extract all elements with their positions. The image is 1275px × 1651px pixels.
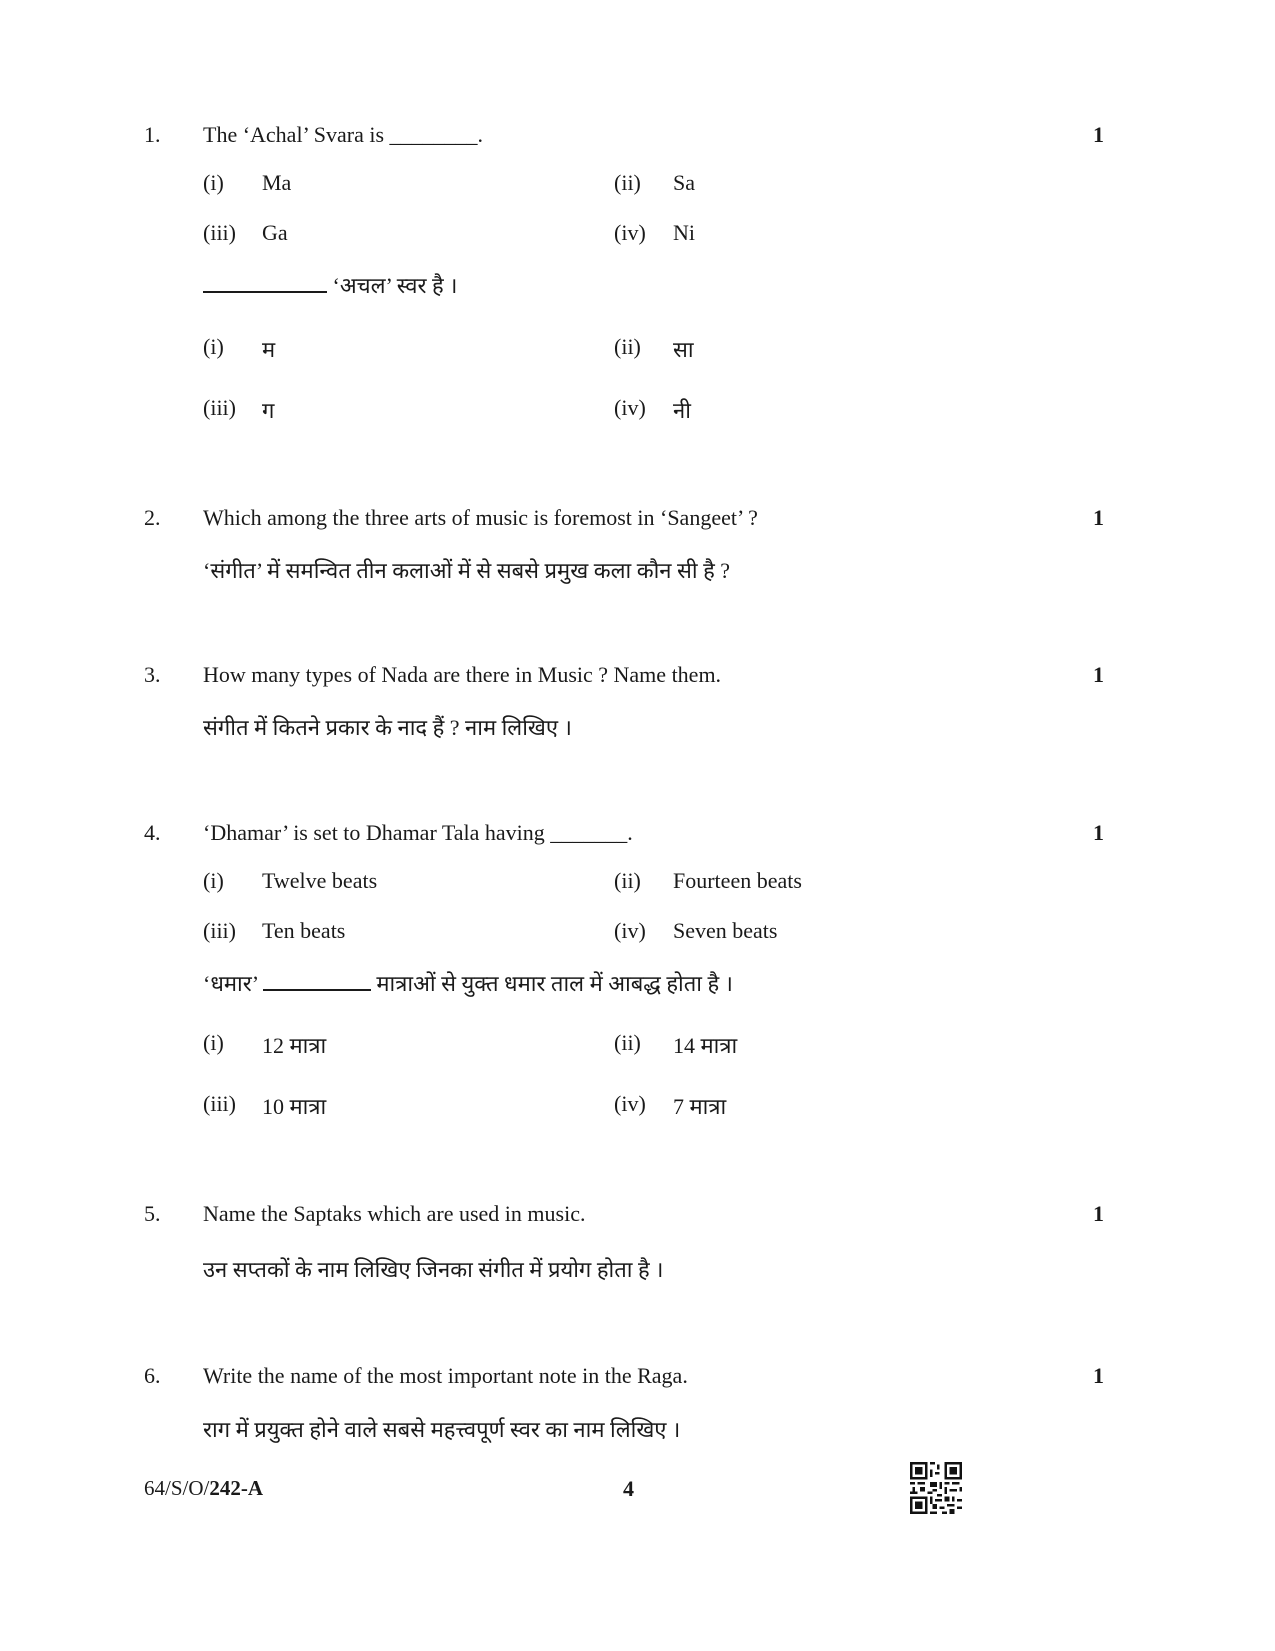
hindi-text: ‘अचल’ स्वर है । [332,273,458,298]
fill-blank [203,290,327,293]
option-label: (ii) [614,868,641,893]
option-label: (iv) [614,918,646,943]
option-text: Ma [262,170,292,195]
option-label: (ii) [614,1030,641,1055]
question-marks: 1 [1093,820,1104,845]
option-label: (i) [203,334,224,359]
option-text: Twelve beats [262,868,378,893]
option-text: नी [673,398,691,423]
question-text-english: Which among the three arts of music is foremost in ‘Sangeet’ ? [203,505,758,530]
option-text: 14 मात्रा [673,1033,738,1058]
option-label: (iv) [614,220,646,245]
question-text-english: Write the name of the most important note in the Raga. [203,1363,688,1388]
question-text-hindi: राग में प्रयुक्त होने वाले सबसे महत्त्वपूर्ण स्वर का नाम लिखिए । [203,1417,681,1442]
question-text-hindi: उन सप्तकों के नाम लिखिए जिनका संगीत में प्रयोग होता है । [203,1257,664,1282]
paper-code-prefix: 64/S/O/ [144,1476,210,1500]
option-text: 10 मात्रा [262,1094,327,1119]
option-label: (iii) [203,220,236,245]
question-text-english: ‘Dhamar’ is set to Dhamar Tala having _______. [203,820,633,845]
question-number: 3. [144,662,161,687]
question-marks: 1 [1093,505,1104,530]
question-marks: 1 [1093,1201,1104,1226]
option-text: 7 मात्रा [673,1094,727,1119]
qr-code-icon [910,1462,962,1514]
question-text-hindi: ‘संगीत’ में समन्वित तीन कलाओं में से सबसे प्रमुख कला कौन सी है ? [203,558,731,583]
option-text: सा [673,337,694,362]
option-label: (iv) [614,395,646,420]
hindi-text-suffix: मात्राओं से युक्त धमार ताल में आबद्ध होता है । [376,971,734,996]
option-label: (i) [203,170,224,195]
question-number: 4. [144,820,161,845]
option-label: (ii) [614,170,641,195]
option-label: (iv) [614,1091,646,1116]
page-number: 4 [623,1476,634,1501]
question-number: 6. [144,1363,161,1388]
option-text: Ga [262,220,288,245]
option-text: Ni [673,220,695,245]
question-marks: 1 [1093,662,1104,687]
question-number: 5. [144,1201,161,1226]
paper-code-bold: 242-A [209,1476,264,1500]
question-number: 1. [144,122,161,147]
option-text: म [262,337,276,362]
option-text: ग [262,398,275,423]
option-label: (iii) [203,395,236,420]
question-text-hindi: संगीत में कितने प्रकार के नाद हैं ? नाम लिखिए । [203,715,572,740]
question-marks: 1 [1093,122,1104,147]
question-text-english: How many types of Nada are there in Music ? Name them. [203,662,722,687]
hindi-text-prefix: ‘धमार’ [203,971,259,996]
question-text-english: Name the Saptaks which are used in music. [203,1201,586,1226]
question-text-english: The ‘Achal’ Svara is ________. [203,122,484,147]
option-label: (i) [203,868,224,893]
option-text: 12 मात्रा [262,1033,327,1058]
option-label: (iii) [203,918,236,943]
option-text: Sa [673,170,695,195]
option-text: Seven beats [673,918,778,943]
fill-blank [263,988,371,991]
option-text: Ten beats [262,918,346,943]
paper-code [144,1476,263,1501]
question-number: 2. [144,505,161,530]
option-text: Fourteen beats [673,868,802,893]
option-label: (ii) [614,334,641,359]
question-text-hindi [203,270,458,300]
option-label: (i) [203,1030,224,1055]
option-label: (iii) [203,1091,236,1116]
question-marks: 1 [1093,1363,1104,1388]
question-text-hindi [203,968,733,998]
